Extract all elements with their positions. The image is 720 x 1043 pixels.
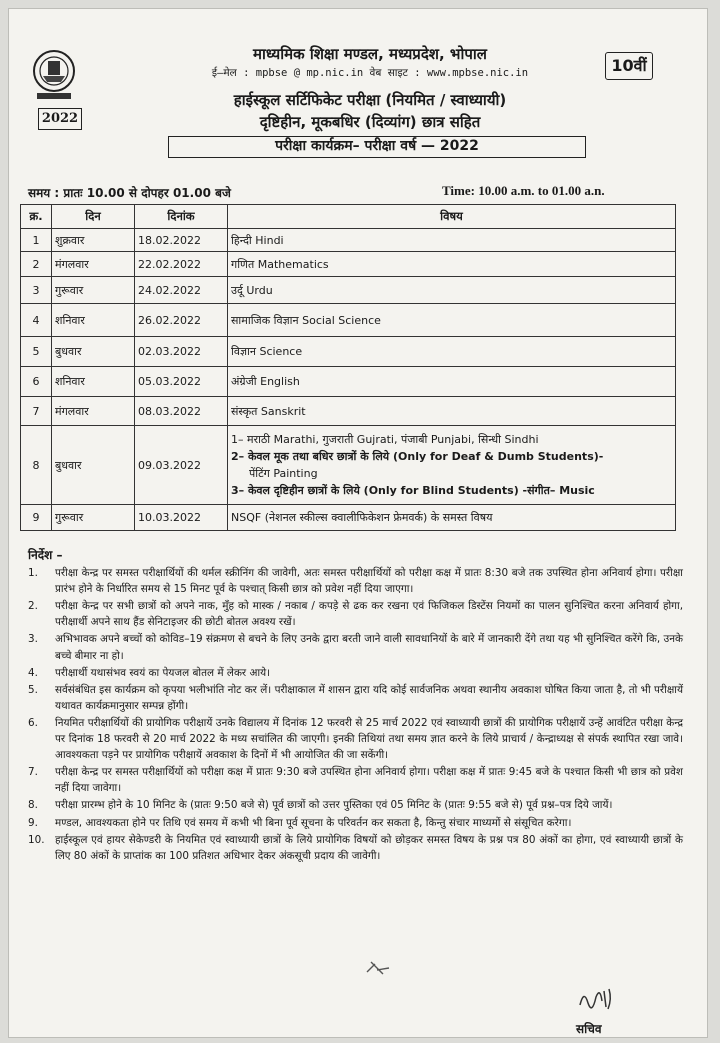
- instructions: [28, 547, 683, 865]
- row-no: 5: [21, 337, 52, 367]
- subject-line: 1– मराठी Marathi, गुजराती Gujrati, पंजाबी Punjabi, सिन्धी Sindhi: [231, 433, 539, 446]
- row-subject: गणित Mathematics: [228, 252, 676, 277]
- instruction-text: परीक्षार्थी यथासंभव स्वयं का पेयजल बोतल में लेकर आये।: [55, 666, 271, 679]
- subject-line: 3– केवल दृष्टिहीन छात्रों के लिये (Only for Blind Students) -संगीत– Music: [231, 484, 595, 497]
- row-no: 7: [21, 397, 52, 426]
- instruction-number: 6.: [28, 716, 38, 729]
- instruction-item: [28, 565, 683, 597]
- row-date: 22.02.2022: [135, 252, 228, 277]
- row-date: 24.02.2022: [135, 277, 228, 304]
- row-no: 4: [21, 304, 52, 337]
- row-day: मंगलवार: [52, 397, 135, 426]
- row-no: 6: [21, 367, 52, 397]
- instruction-number: 2.: [28, 600, 38, 613]
- header-subject: विषय: [228, 205, 676, 229]
- row-date: 18.02.2022: [135, 229, 228, 252]
- row-subject: उर्दू Urdu: [228, 277, 676, 304]
- row-subject: सामाजिक विज्ञान Social Science: [228, 304, 676, 337]
- instruction-item: [28, 598, 683, 630]
- row-day: बुधवार: [52, 337, 135, 367]
- row-subject: विज्ञान Science: [228, 337, 676, 367]
- row-day: मंगलवार: [52, 252, 135, 277]
- header-no: क्र.: [21, 205, 52, 229]
- instruction-text: परीक्षा केन्द्र पर समस्त परीक्षार्थियों की थर्मल स्क्रीनिंग की जावेगी, अतः समस्त परीक्षार्थियों को परीक्षा कक्ष में प्रातः 8:30 बजे तक उपस्थित होना अनिवार्य होगा। परीक्षा प्रारंभ होने के निर्धारित समय से 15 मिनट पूर्व के पश्चात् किसी छात्र को प्रवेश नहीं दिया जाएगा।: [55, 567, 683, 596]
- exam-title: हाईस्कूल सर्टिफिकेट परीक्षा (नियमित / स्वाध्यायी): [233, 91, 507, 109]
- row-no: 8: [21, 426, 52, 505]
- instruction-item: [28, 715, 683, 763]
- table-row: [21, 397, 676, 426]
- instruction-number: 3.: [28, 633, 38, 646]
- instruction-number: 5.: [28, 683, 38, 696]
- header-date: दिनांक: [135, 205, 228, 229]
- row-subject: [228, 426, 676, 505]
- signature-title: सचिव: [576, 1022, 602, 1036]
- instruction-number: 4.: [28, 666, 38, 679]
- instruction-item: [28, 815, 683, 831]
- instruction-text: सर्वसंबंधित इस कार्यक्रम को कृपया भलीभांति नोट कर लें। परीक्षाकाल में शासन द्वारा यदि कोई सार्वजनिक अथवा स्थानीय अवकाश घोषित किया जाता है, तो भी परीक्षायें यथावत कार्यक्रमानुसार सम्पन्न होंगी।: [55, 683, 683, 712]
- table-row: [21, 252, 676, 277]
- row-subject: हिन्दी Hindi: [228, 229, 676, 252]
- pen-mark-icon: [365, 958, 391, 978]
- row-subject: संस्कृत Sanskrit: [228, 397, 676, 426]
- row-date: 10.03.2022: [135, 505, 228, 531]
- instruction-text: हाईस्कूल एवं हायर सेकेण्डरी के नियमित एवं स्वाध्यायी छात्रों के लिये प्रायोगिक विषयों को छोड़कर समस्त विषय के प्रश्न पत्र 80 अंकों का होगा, एवं स्वाध्यायी छात्रों के लिए 80 अंकों के प्राप्तांक का 100 प्रतिशत अधिभार देकर अंकसूची प्रदाय की जावेगी।: [55, 833, 683, 862]
- row-date: 05.03.2022: [135, 367, 228, 397]
- instruction-text: नियमित परीक्षार्थियों की प्रायोगिक परीक्षायें उनके विद्यालय में दिनांक 12 फरवरी से 25 मार्च 2022 एवं स्वाध्यायी छात्रों की प्रायोगिक परीक्षायें उन्हें आवंटित परीक्षा केन्द्र पर दिनांक 18 फरवरी से 20 मार्च 2022 के मध्य सचांलित की जाएगी। इनकी तिथियां तथा समय ज्ञात करने के लिये प्राचार्य / केन्द्राध्यक्ष से संपर्क स्थापित रखा जावे। आवश्यकता पड़ने पर प्रायोगिक परीक्षायें अवकाश के दिनों में भी आयोजित की जा सकेंगी।: [55, 716, 683, 762]
- row-day: गुरूवार: [52, 505, 135, 531]
- row-day: बुधवार: [52, 426, 135, 505]
- exam-subtitle: दृष्टिहीन, मूकबधिर (दिव्यांग) छात्र सहित: [259, 113, 481, 131]
- row-no: 3: [21, 277, 52, 304]
- board-contact: ई–मेल : mpbse @ mp.nic.in वेब साइट : www.mpbse.nic.in: [211, 67, 529, 79]
- instruction-item: [28, 665, 683, 681]
- instruction-text: परीक्षा केन्द्र पर समस्त परीक्षार्थियों को परीक्षा कक्ष में प्रातः 9:30 बजे उपस्थित होना अनिवार्य होगा। परीक्षा कक्ष में प्रातः 9:45 बजे के पश्चात किसी भी छात्र को प्रवेश नहीं दिया जावेगा।: [55, 766, 683, 795]
- class-label: 10वीं: [605, 52, 653, 80]
- instruction-item: [28, 797, 683, 813]
- row-day: शुक्रवार: [52, 229, 135, 252]
- board-name: माध्यमिक शिक्षा मण्डल, मध्यप्रदेश, भोपाल: [253, 45, 487, 63]
- signature-icon: [576, 985, 616, 1017]
- table-row: [21, 505, 676, 531]
- table-row: [21, 277, 676, 304]
- table-row: [21, 426, 676, 505]
- instruction-number: 10.: [28, 833, 45, 846]
- subject-line: पेंटिंग Painting: [249, 467, 318, 480]
- instruction-number: 1.: [28, 567, 38, 580]
- instruction-text: मण्डल, आवश्यकता होने पर तिथि एवं समय में कभी भी बिना पूर्व सूचना के परिवर्तन कर सकता है, किन्तु संचार माध्यमों से संसूचित करेगा।: [55, 816, 572, 829]
- table-row: [21, 367, 676, 397]
- instruction-number: 8.: [28, 799, 38, 812]
- table-row: [21, 337, 676, 367]
- instruction-item: [28, 764, 683, 796]
- table-header-row: [21, 205, 676, 229]
- row-date: 09.03.2022: [135, 426, 228, 505]
- instruction-text: अभिभावक अपने बच्चों को कोविड–19 संक्रमण से बचने के लिए उनके द्वारा बरती जाने वाली सावधानियों के बारे में जानकारी देंगे तथा यह भी सुनिश्चित करेंगे कि, उनके बच्चे बीमार ना हो।: [55, 633, 683, 662]
- instructions-title: निर्देश –: [28, 548, 63, 562]
- row-date: 26.02.2022: [135, 304, 228, 337]
- row-date: 02.03.2022: [135, 337, 228, 367]
- table-row: [21, 304, 676, 337]
- row-date: 08.03.2022: [135, 397, 228, 426]
- instruction-item: [28, 832, 683, 864]
- instruction-item: [28, 682, 683, 714]
- row-day: शनिवार: [52, 367, 135, 397]
- exam-schedule-table: [20, 204, 676, 531]
- row-day: गुरूवार: [52, 277, 135, 304]
- instruction-number: 7.: [28, 766, 38, 779]
- row-subject: अंग्रेजी English: [228, 367, 676, 397]
- row-no: 9: [21, 505, 52, 531]
- header-day: दिन: [52, 205, 135, 229]
- time-english: Time: 10.00 a.m. to 01.00 a.n.: [442, 183, 605, 198]
- table-row: [21, 229, 676, 252]
- instruction-number: 9.: [28, 816, 38, 829]
- board-emblem-icon: [31, 49, 77, 101]
- instruction-text: परीक्षा प्रारम्भ होने के 10 मिनिट के (प्रातः 9:50 बजे से) पूर्व छात्रों को उत्तर पुस्तिका एवं 05 मिनिट के (प्रातः 9:55 बजे से) पूर्व प्रश्न–पत्र दिये जायें।: [55, 799, 613, 812]
- subject-line: 2– केवल मूक तथा बधिर छात्रों के लिये (Only for Deaf & Dumb Students)-: [231, 450, 604, 463]
- instruction-text: परीक्षा केन्द्र पर सभी छात्रों को अपने नाक, मुँह को मास्क / नकाब / कपड़े से ढक कर रखना एवं फिजिकल डिस्टेंस नियमों का पालन सुनिश्चित करना अनिवार्य होगा, परीक्षार्थी अपने साथ हैंड सेनिटाइजर की छोटी बोतल अवश्य रखें।: [55, 600, 683, 629]
- row-day: शनिवार: [52, 304, 135, 337]
- row-subject: NSQF (नेशनल स्कील्स क्वालीफिकेशन फ्रेमवर्क) के समस्त विषय: [228, 505, 676, 531]
- time-hindi: समय : प्रातः 10.00 से दोपहर 01.00 बजे: [28, 186, 231, 200]
- year-label: 2022: [38, 108, 82, 130]
- instruction-item: [28, 631, 683, 663]
- row-no: 1: [21, 229, 52, 252]
- programme-title: परीक्षा कार्यक्रम– परीक्षा वर्ष — 2022: [168, 136, 586, 158]
- row-no: 2: [21, 252, 52, 277]
